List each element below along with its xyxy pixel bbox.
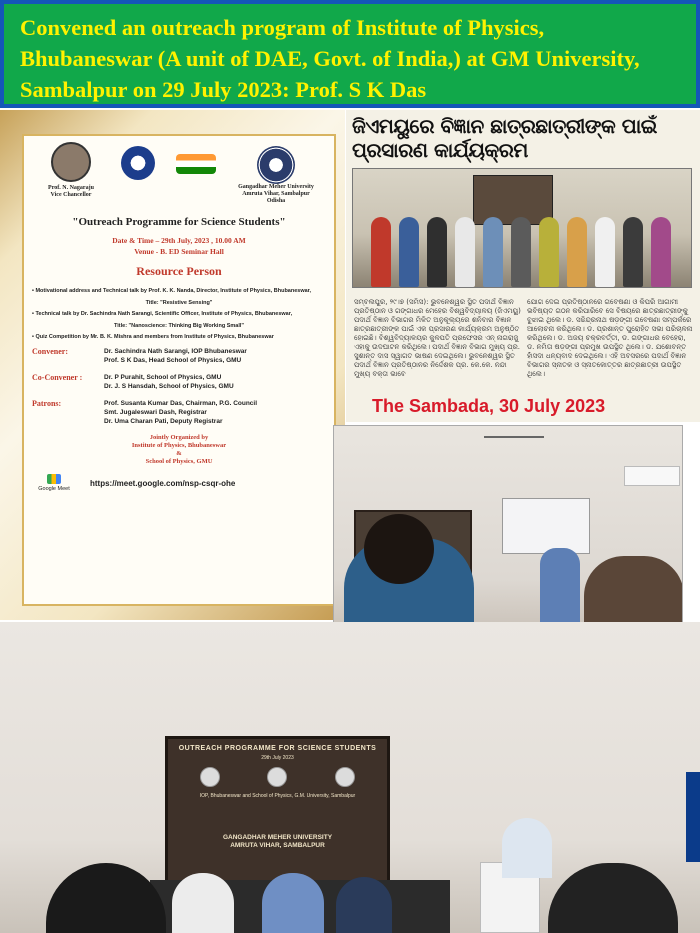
event-poster (0, 110, 345, 620)
coconvener-names (104, 373, 326, 391)
talk-text: Quiz Competition by Mr. B. K. Mishra and members from Institute of Physics, Bhubaneswar (35, 334, 274, 340)
talk-title: Title: "Nanoscience: Thinking Big Working Small" (113, 323, 244, 329)
convener-names (104, 347, 326, 365)
role-name: Dr. P Purahit, School of Physics, GMU (104, 374, 222, 381)
talk-text: Motivational address and Technical talk by Prof. K. K. Nanda, Director, Institute of Physics, Bhubaneswar, (35, 288, 312, 294)
news-photo-person (567, 217, 587, 287)
dais-person (336, 877, 392, 933)
jointly-line: & (176, 450, 182, 457)
talk-item: • Quiz Competition by Mr. B. K. Mishra and members from Institute of Physics, Bhubaneswar (32, 334, 274, 340)
university-state: Odisha (266, 198, 286, 204)
banner-uni-line: AMRUTA VIHAR, SAMBALPUR (230, 842, 325, 849)
audience-head (46, 863, 166, 933)
news-photo-person (455, 217, 475, 287)
banner-logo-icon (335, 767, 355, 787)
role-name: Dr. Sachindra Nath Sarangi, IOP Bhubaneswar (104, 348, 247, 355)
air-conditioner (624, 466, 680, 486)
poster-logos-row (32, 142, 326, 210)
coconvener-row (32, 373, 326, 391)
dais-person (262, 873, 324, 933)
google-meet-icon (47, 474, 61, 484)
banner-uni-line: GANGADHAR MEHER UNIVERSITY (222, 834, 333, 841)
role-name: Smt. Jugaleswari Dash, Registrar (104, 409, 207, 416)
poster-venue: Venue - B. ED Seminar Hall (134, 247, 224, 256)
university-name: Gangadhar Meher University (238, 184, 314, 190)
news-photo-person (595, 217, 615, 287)
header-banner (0, 0, 700, 108)
event-banner (165, 736, 390, 886)
banner-logo-icon (200, 767, 220, 787)
convener-label: Convener: (32, 347, 68, 356)
university-address: Amruta Vihar, Sambalpur (242, 191, 310, 197)
banner-logos (176, 767, 379, 787)
header-text: Convened an outreach program of Institute of Physics, Bhubaneswar (A unit of DAE, Govt. of India,) at GM University, Sambalpur on 29 July 2023: Prof. S K Das (20, 15, 640, 102)
talk-item: • Motivational address and Technical talk by Prof. K. K. Nanda, Director, Institute of Physics, Bhubaneswar, (32, 288, 312, 294)
news-photo-person (623, 217, 643, 287)
meet-label: Google Meet (38, 486, 70, 492)
role-name: Prof. Susanta Kumar Das, Chairman, P.G. Council (104, 400, 258, 407)
talk-title: Title: "Resistive Sensing" (145, 300, 213, 306)
banner-org: IOP, Bhubaneswar and School of Physics, G.M. University, Sambalpur (199, 793, 356, 799)
banner-date: 29th July 2023 (261, 755, 294, 761)
patrons-names (104, 399, 326, 426)
news-photo-person (651, 217, 671, 287)
talk-list (32, 287, 326, 341)
news-photo-person (399, 217, 419, 287)
news-photo-person (539, 217, 559, 287)
news-body (354, 298, 694, 394)
news-headline: ଜିଏମୟୁରେ ବିଜ୍ଞାନ ଛାତ୍ରଛାତ୍ରୀଙ୍କ ପାଇଁ ପ୍ରସାରଣ କାର୍ଯ୍ୟକ୍ରମ (352, 114, 657, 162)
gmu-logo-icon (257, 146, 295, 184)
university-block (226, 142, 326, 210)
talk-text: Technical talk by Dr. Sachindra Nath Sarangi, Scientific Officer, Institute of Physics, Bhubaneswar, (35, 311, 293, 317)
news-photo-person (511, 217, 531, 287)
news-photo-person (371, 217, 391, 287)
patrons-row (32, 399, 326, 426)
roles-section (32, 347, 326, 426)
meet-url: https://meet.google.com/nsp-csqr-ohe (90, 478, 236, 488)
india-flag-icon (176, 154, 216, 174)
speaker-at-podium (502, 818, 552, 878)
projector-screen (502, 498, 590, 554)
vc-block (32, 142, 110, 210)
news-column: ଯୋଗ ଦେଇ ପ୍ରତିଷ୍ଠାନରେ ଗବେଷଣା ଓ କିପରି ଆଗାମୀ ଭବିଷ୍ୟତ ଗଠନ କରିପାରିବେ ସେ ବିଷୟରେ ଛାତ୍ରଛାତ୍ରୀଙ୍କୁ ବୁଝାଇ ଥିଲେ। ଡ. ସଚ୍ଚିନ୍ଦ୍ରନାଥ ଷଡ଼ଙ୍ଗୀ ଗବେଷଣା ସମ୍ପର୍କରେ ଆଲୋଚନା କରିଥିଲେ। ଡ. ପ୍ରଶାନ୍ତ ପୁରୋହିତ ସଭା ପରିଚାଳନା କରିଥିଲେ। ଡ. ଅଜୟ ଚକ୍ରବର୍ତ୍ତୀ, ଡ. ଗଙ୍ଗାଧର ବେହେରା, ଡ. ନମିତା ଷଡ଼ଙ୍ଗୀ ପ୍ରମୁଖ ଉପସ୍ଥିତ ଥିଲେ। ଡ. ଯଶୋବନ୍ତ ହାଁସଦା ଧନ୍ୟବାଦ ଦେଇଥିଲେ। ଏହି ଅବସରରେ ପଦାର୍ଥ ବିଜ୍ଞାନ ବିଭାଗର ସ୍ନାତକ ଓ ସ୍ନାତକୋତ୍ତର ଛାତ୍ରଛାତ୍ରୀ ଉପସ୍ଥିତ ଥିଲେ। (527, 298, 693, 378)
news-photo-person (427, 217, 447, 287)
news-photo-person (483, 217, 503, 287)
role-name: Dr. J. S Hansdah, School of Physics, GMU (104, 383, 234, 390)
convener-row (32, 347, 326, 365)
jointly-line: Jointly Organized by (149, 434, 209, 441)
vc-title: Vice Chancellor (50, 192, 92, 198)
role-name: Prof. S K Das, Head School of Physics, GMU (104, 357, 242, 364)
banner-title: OUTREACH PROGRAMME FOR SCIENCE STUDENTS (178, 745, 377, 752)
jointly-line: School of Physics, GMU (145, 458, 213, 465)
dais-photo (0, 622, 700, 933)
talk-item: • Technical talk by Dr. Sachindra Nath Sarangi, Scientific Officer, Institute of Physics, Bhubaneswar, (32, 311, 293, 317)
vc-photo (51, 142, 91, 182)
news-group-photo (352, 168, 692, 288)
speaker-figure (540, 548, 580, 628)
audience-head (364, 514, 434, 584)
jointly-organized (32, 434, 326, 466)
role-name: Dr. Uma Charan Pati, Deputy Registrar (104, 418, 223, 425)
news-photo-banner (473, 175, 553, 225)
meet-row (32, 474, 326, 492)
ceiling-fan (484, 436, 544, 438)
resource-heading: Resource Person (136, 264, 222, 278)
banner-university (176, 834, 379, 850)
patrons-label: Patrons: (32, 399, 62, 408)
news-credit: The Sambada, 30 July 2023 (372, 396, 606, 416)
newspaper-clipping (346, 110, 700, 422)
vc-name: Prof. N. Nagaraju (48, 185, 94, 191)
news-column: ସମ୍ବଲପୁର, ୨୯।୭ (ସମିସ): ଭୁବନେଶ୍ୱର ସ୍ଥିତ ପଦାର୍ଥ ବିଜ୍ଞାନ ପ୍ରତିଷ୍ଠାନ ଓ ଗଙ୍ଗାଧର ମେହେର ବିଶ୍ୱବିଦ୍ୟାଳୟ (ଜିଏମୟୁ) ପଦାର୍ଥ ବିଜ୍ଞାନ ବିଭାଗର ମିଳିତ ଅନୁକୂଲ୍ୟରେ ଶନିବାର ବିଜ୍ଞାନ ଛାତ୍ରଛାତ୍ରୀଙ୍କ ପାଇଁ ଏକ ପ୍ରସାରଣ କାର୍ଯ୍ୟକ୍ରମ ଅନୁଷ୍ଠିତ ହୋଇଛି। ବିଶ୍ୱବିଦ୍ୟାଳୟର କୁଳପତି ପ୍ରଫେସର ଏନ୍ ନାଗରାଜୁ ଏହାକୁ ଉଦଘାଟନ କରିଥିଲେ। ପଦାର୍ଥ ବିଜ୍ଞାନ ବିଭାଗ ମୁଖ୍ୟ ପ୍ର. ସୁଶାନ୍ତ ଦାସ ସ୍ୱାଗତ ଭାଷଣ ଦେଇଥିଲେ। ଭୁବନେଶ୍ୱର ସ୍ଥିତ ପଦାର୍ଥ ବିଜ୍ଞାନ ପ୍ରତିଷ୍ଠାନର ନିର୍ଦ୍ଦେଶକ ପ୍ର. କେ.କେ. ନନ୍ଦା ମୁଖ୍ୟ ବକ୍ତା ଭାବେ (354, 298, 521, 378)
iop-logo-icon (121, 146, 155, 180)
audience-head (548, 863, 678, 933)
meet-badge (32, 474, 76, 492)
poster-date: Date & Time – 29th July, 2023 , 10.00 AM (112, 236, 246, 245)
frame-edge (686, 772, 700, 862)
jointly-line: Institute of Physics, Bhubaneswar (131, 442, 227, 449)
poster-card (22, 134, 336, 606)
coconvener-label: Co-Convener : (32, 373, 83, 382)
poster-title: "Outreach Programme for Science Students" (72, 216, 286, 228)
dais-person (172, 873, 234, 933)
banner-logo-icon (267, 767, 287, 787)
